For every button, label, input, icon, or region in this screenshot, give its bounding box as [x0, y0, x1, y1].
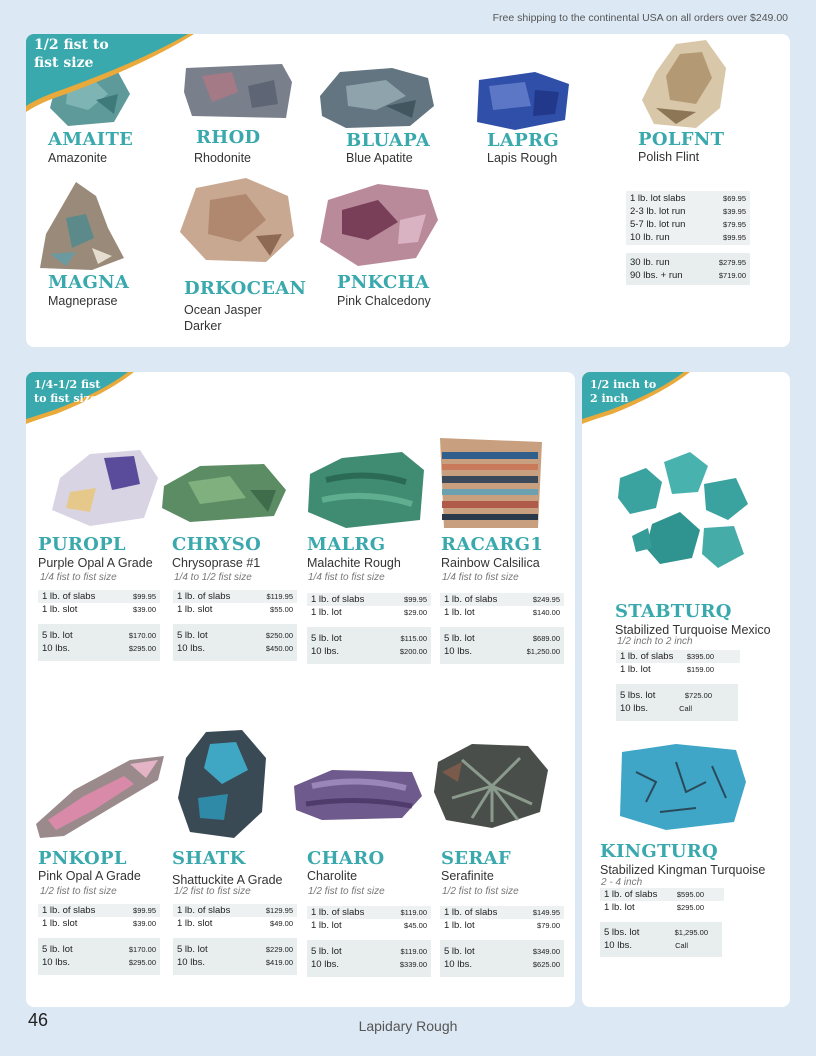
- section-label: 1/2 inch to: [590, 378, 657, 391]
- price-value: $99.95: [133, 906, 156, 915]
- product-code: RACARG1: [441, 534, 544, 555]
- product-name: Rhodonite: [194, 151, 251, 165]
- price-table-pnkopl: [38, 904, 160, 975]
- price-label: 10 lbs.: [177, 957, 205, 968]
- price-label: 1 lb. of slabs: [604, 889, 658, 900]
- price-table-puropl: [38, 590, 160, 661]
- price-value: $79.00: [537, 921, 560, 930]
- price-value: $79.95: [723, 220, 746, 229]
- ocean-jasper-image: [176, 176, 296, 266]
- price-table-malrg: [307, 593, 431, 664]
- product-size: 1/4 fist to fist size: [40, 572, 117, 583]
- price-label: 1 lb. lot: [311, 920, 342, 931]
- product-size: 1/2 fist to fist size: [308, 886, 385, 897]
- price-label: 5 lb. lot: [444, 946, 475, 957]
- product-code: LAPRG: [487, 130, 559, 151]
- price-value: $395.00: [686, 652, 714, 661]
- price-value: $39.00: [133, 919, 156, 928]
- price-row: [626, 205, 750, 218]
- price-label: 1 lb. lot: [604, 902, 635, 913]
- price-label: 10 lbs.: [444, 959, 472, 970]
- price-label: 10 lbs.: [620, 703, 648, 714]
- price-label: 5 lb. lot: [444, 633, 475, 644]
- price-row: [307, 606, 431, 619]
- price-table-seraf: [440, 906, 564, 977]
- price-value: $250.00: [265, 631, 293, 640]
- product-code: PNKCHA: [337, 272, 430, 293]
- price-row: [307, 593, 431, 606]
- product-code: SERAF: [441, 848, 511, 869]
- shattuckite-image: [176, 728, 270, 840]
- section-banner-quarter-fist: [26, 372, 136, 426]
- product-name: Rainbow Calsilica: [441, 556, 540, 570]
- price-row: [600, 939, 722, 952]
- price-label: 1 lb. slot: [42, 604, 78, 615]
- price-label: 90 lbs. + run: [630, 270, 683, 281]
- lapis-image: [475, 70, 571, 132]
- price-label: 1 lb. lot: [620, 664, 651, 675]
- price-row: [173, 642, 297, 655]
- price-value: $295.00: [128, 958, 156, 967]
- product-name: Lapis Rough: [487, 151, 558, 165]
- blue-apatite-image: [316, 66, 436, 130]
- magneprase-image: [36, 178, 126, 274]
- price-row: [307, 958, 431, 971]
- pink-opal-image: [34, 750, 166, 840]
- price-row: [440, 593, 564, 606]
- price-row: [616, 689, 738, 702]
- price-label: 10 lb. run: [630, 232, 670, 243]
- panel-fist-size: [26, 34, 790, 347]
- price-label: 2-3 lb. lot run: [630, 206, 686, 217]
- chrysoprase-image: [160, 460, 288, 524]
- section-label: 1/4-1/2 fist: [34, 378, 101, 391]
- shipping-note: Free shipping to the continental USA on all orders over $249.00: [492, 12, 788, 24]
- product-code: PUROPL: [38, 534, 126, 555]
- price-table-chryso: [173, 590, 297, 661]
- price-label: 30 lb. run: [630, 257, 670, 268]
- price-value: $249.95: [532, 595, 560, 604]
- price-row: [173, 603, 297, 616]
- price-value: $55.00: [270, 605, 293, 614]
- product-name: Purple Opal A Grade: [38, 556, 153, 570]
- product-code: MALRG: [307, 534, 386, 555]
- pink-chalcedony-image: [318, 180, 440, 268]
- price-table-racarg1: [440, 593, 564, 664]
- product-size: 1/4 fist to fist size: [308, 572, 385, 583]
- price-row: [38, 904, 160, 917]
- price-value: $229.00: [265, 945, 293, 954]
- price-value: $419.00: [265, 958, 293, 967]
- product-name: Pink Opal A Grade: [38, 869, 141, 883]
- product-name-line2: Darker: [184, 319, 222, 333]
- stabilized-turquoise-image: [616, 448, 750, 572]
- section-label: 2 inch: [590, 391, 629, 405]
- price-row: [307, 906, 431, 919]
- section-banner-fist-size: [26, 34, 196, 114]
- price-row: [173, 904, 297, 917]
- purple-opal-image: [50, 448, 160, 528]
- price-value: $99.95: [133, 592, 156, 601]
- price-value: $49.00: [270, 919, 293, 928]
- price-table-shatk: [173, 904, 297, 975]
- product-name: Shattuckite A Grade: [172, 873, 283, 887]
- price-label: 1 lb. lot: [311, 607, 342, 618]
- price-label: 1 lb. of slabs: [42, 905, 96, 916]
- price-label: 1 lb. of slabs: [311, 594, 365, 605]
- section-label: 1/2 fist to: [34, 37, 109, 53]
- price-label: 5 lb. lot: [177, 630, 208, 641]
- rainbow-calsilica-image: [438, 434, 544, 530]
- product-code: STABTURQ: [615, 601, 732, 622]
- kingman-turquoise-image: [616, 742, 748, 832]
- section-label: to fist size: [34, 391, 97, 405]
- price-label: 5-7 lb. lot run: [630, 219, 686, 230]
- price-value: $140.00: [532, 608, 560, 617]
- price-label: 1 lb. slot: [42, 918, 78, 929]
- product-name: Charolite: [307, 869, 358, 883]
- price-row: [307, 632, 431, 645]
- price-value: $625.00: [532, 960, 560, 969]
- price-label: 10 lbs.: [311, 646, 339, 657]
- product-code: KINGTURQ: [600, 841, 719, 862]
- price-label: 5 lb. lot: [177, 944, 208, 955]
- price-label: 1 lb. of slabs: [444, 907, 498, 918]
- price-label: 5 lbs. lot: [620, 690, 656, 701]
- price-row: [38, 629, 160, 642]
- price-value: $119.00: [400, 947, 427, 956]
- panel-half-inch-size: [582, 372, 790, 1007]
- price-label: 10 lbs.: [444, 646, 472, 657]
- price-value: $119.00: [400, 908, 427, 917]
- product-name: Malachite Rough: [307, 556, 401, 570]
- polish-flint-image: [636, 38, 732, 130]
- price-label: 5 lb. lot: [42, 630, 73, 641]
- price-label: 10 lbs.: [604, 940, 632, 951]
- price-row: [600, 926, 722, 939]
- price-value: $39.95: [723, 207, 746, 216]
- product-size: 1/2 fist to fist size: [40, 886, 117, 897]
- price-row: [440, 958, 564, 971]
- price-label: 5 lb. lot: [311, 633, 342, 644]
- price-row: [173, 590, 297, 603]
- price-label: 5 lb. lot: [311, 946, 342, 957]
- price-row: [626, 192, 750, 205]
- product-name: Blue Apatite: [346, 151, 413, 165]
- price-value: $595.00: [676, 890, 704, 899]
- price-row: [38, 603, 160, 616]
- product-name: Ocean Jasper: [184, 303, 262, 317]
- price-row: [38, 590, 160, 603]
- price-value: $719.00: [718, 271, 746, 280]
- product-name: Pink Chalcedony: [337, 294, 431, 308]
- product-code: BLUAPA: [346, 130, 430, 151]
- price-row: [626, 256, 750, 269]
- price-label: 10 lbs.: [311, 959, 339, 970]
- price-value: $450.00: [265, 644, 293, 653]
- price-value: $339.00: [399, 960, 427, 969]
- price-row: [440, 645, 564, 658]
- price-table-charo: [307, 906, 431, 977]
- price-label: 1 lb. of slabs: [311, 907, 365, 918]
- price-value: $149.95: [532, 908, 560, 917]
- price-label: 1 lb. of slabs: [42, 591, 96, 602]
- product-code: CHARO: [307, 848, 385, 869]
- price-label: 5 lb. lot: [42, 944, 73, 955]
- price-value: $99.95: [723, 233, 746, 242]
- product-size: 2 - 4 inch: [601, 877, 643, 888]
- product-code: MAGNA: [48, 272, 130, 293]
- product-code: PNKOPL: [38, 848, 127, 869]
- price-row: [616, 663, 740, 676]
- rhodonite-image: [182, 62, 294, 120]
- price-row: [616, 650, 740, 663]
- product-size: 1/4 fist to fist size: [442, 572, 519, 583]
- price-label: 1 lb. slot: [177, 918, 213, 929]
- price-value: $689.00: [532, 634, 560, 643]
- price-value: $1,250.00: [526, 647, 560, 656]
- product-code: DRKOCEAN: [184, 278, 307, 299]
- price-label: 1 lb. of slabs: [620, 651, 674, 662]
- price-row: [307, 945, 431, 958]
- product-name: Stabilized Turquoise Mexico: [615, 623, 771, 637]
- price-row: [440, 945, 564, 958]
- price-row: [440, 906, 564, 919]
- product-code: RHOD: [196, 127, 261, 148]
- page-number: 46: [28, 1010, 49, 1030]
- price-row: [600, 888, 724, 901]
- product-code: AMAITE: [48, 129, 134, 150]
- price-label: 1 lb. lot slabs: [630, 193, 686, 204]
- price-value: $45.00: [404, 921, 427, 930]
- price-table-stabturq: [616, 650, 740, 721]
- product-name: Magneprase: [48, 294, 118, 308]
- price-value: $69.95: [723, 194, 746, 203]
- panel-quarter-fist-size: [26, 372, 575, 1007]
- price-value: $119.95: [266, 592, 293, 601]
- price-label: 1 lb. lot: [444, 920, 475, 931]
- price-label: 1 lb. of slabs: [177, 591, 231, 602]
- price-label: 10 lbs.: [177, 643, 205, 654]
- price-value: $295.00: [128, 644, 156, 653]
- product-size: 1/4 to 1/2 fist size: [174, 572, 252, 583]
- price-value: $29.00: [404, 608, 427, 617]
- price-row: [173, 917, 297, 930]
- product-size: 1/2 fist to fist size: [442, 886, 519, 897]
- price-row: [173, 943, 297, 956]
- charolite-image: [292, 766, 424, 822]
- price-value: $725.00: [684, 691, 712, 700]
- price-row: [600, 901, 724, 914]
- price-label: 1 lb. lot: [444, 607, 475, 618]
- price-row: [307, 919, 431, 932]
- product-name: Polish Flint: [638, 150, 700, 164]
- price-value: Call: [679, 704, 692, 713]
- price-row: [38, 956, 160, 969]
- price-value: $1,295.00: [674, 928, 708, 937]
- price-row: [38, 943, 160, 956]
- price-value: $159.00: [686, 665, 714, 674]
- price-value: $129.95: [265, 906, 293, 915]
- product-name: Amazonite: [48, 151, 108, 165]
- page-footer: Lapidary Rough: [358, 1018, 458, 1034]
- price-row: [626, 231, 750, 244]
- price-label: 1 lb. slot: [177, 604, 213, 615]
- price-row: [626, 269, 750, 282]
- price-label: 1 lb. of slabs: [444, 594, 498, 605]
- price-row: [173, 629, 297, 642]
- price-label: 5 lbs. lot: [604, 927, 640, 938]
- section-banner-half-inch: [582, 372, 692, 426]
- price-value: $170.00: [128, 631, 156, 640]
- price-row: [307, 645, 431, 658]
- product-name: Stabilized Kingman Turquoise: [600, 863, 766, 877]
- price-value: $279.95: [718, 258, 746, 267]
- product-name: Serafinite: [441, 869, 494, 883]
- price-table-top: [626, 191, 750, 285]
- price-row: [440, 606, 564, 619]
- price-value: Call: [675, 941, 688, 950]
- product-name: Chrysoprase #1: [172, 556, 261, 570]
- price-label: 10 lbs.: [42, 957, 70, 968]
- product-code: CHRYSO: [172, 534, 262, 555]
- malachite-image: [306, 450, 426, 530]
- price-value: $99.95: [404, 595, 427, 604]
- price-value: $39.00: [133, 605, 156, 614]
- price-value: $349.00: [532, 947, 560, 956]
- price-value: $200.00: [399, 647, 427, 656]
- product-size: 1/2 inch to 2 inch: [617, 636, 693, 647]
- price-row: [616, 702, 738, 715]
- price-row: [440, 919, 564, 932]
- price-value: $295.00: [676, 903, 704, 912]
- price-value: $170.00: [128, 945, 156, 954]
- section-label: fist size: [34, 54, 94, 71]
- price-row: [173, 956, 297, 969]
- price-label: 10 lbs.: [42, 643, 70, 654]
- price-table-kingturq: [600, 888, 724, 957]
- price-row: [38, 642, 160, 655]
- serafinite-image: [432, 742, 550, 828]
- price-row: [440, 632, 564, 645]
- product-size: 1/2 fist to fist size: [174, 886, 251, 897]
- product-code: POLFNT: [638, 129, 725, 150]
- product-code: SHATK: [172, 848, 246, 869]
- price-row: [38, 917, 160, 930]
- price-label: 1 lb. of slabs: [177, 905, 231, 916]
- price-value: $115.00: [400, 634, 427, 643]
- price-row: [626, 218, 750, 231]
